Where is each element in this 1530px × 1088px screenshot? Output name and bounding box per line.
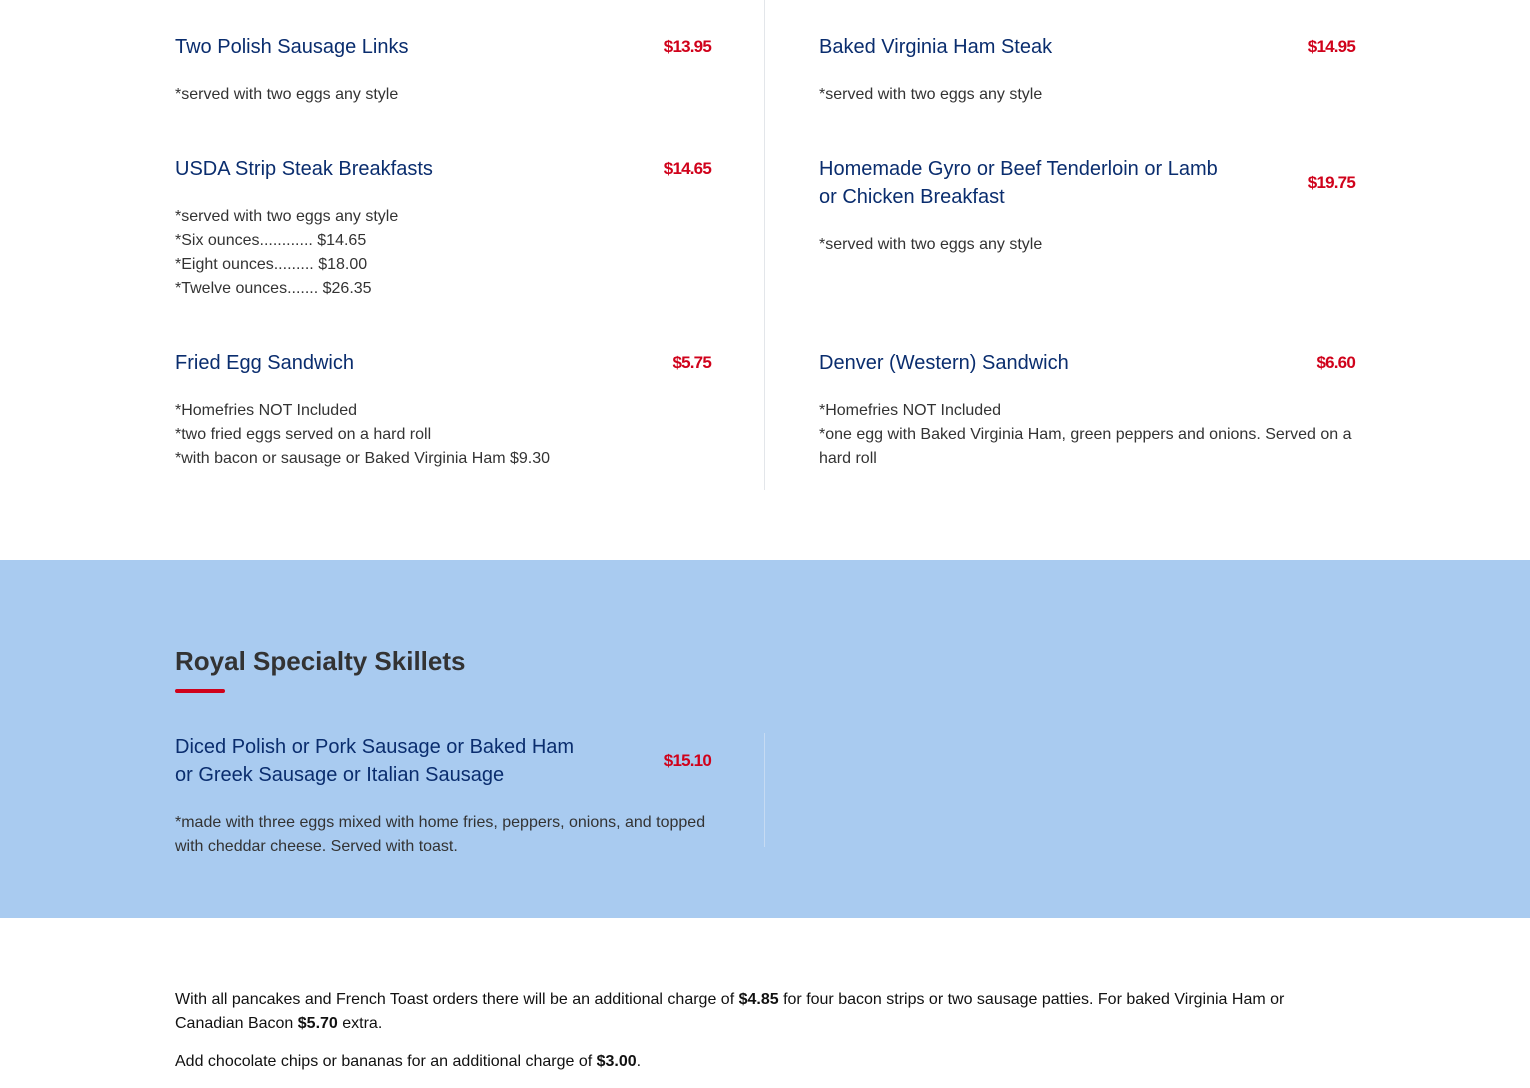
note-text: Add chocolate chips or bananas for an additional charge of — [175, 1053, 597, 1070]
column-divider — [764, 733, 765, 847]
menu-item-name: Baked Virginia Ham Steak — [819, 36, 1053, 58]
menu-item-note: *Twelve ounces....... $26.35 — [175, 280, 372, 297]
menu-item-note: *with bacon or sausage or Baked Virginia Ham $9.30 — [175, 450, 551, 467]
menu-item-name: Denver (Western) Sandwich — [819, 352, 1069, 374]
menu-item-note: *Six ounces............ $14.65 — [175, 232, 367, 249]
menu-item-note: *served with two eggs any style — [819, 236, 1043, 253]
menu-item-name: Homemade Gyro or Beef Tenderloin or Lamb or Chicken Breakfast — [819, 158, 1218, 208]
menu-item-name: USDA Strip Steak Breakfasts — [175, 158, 433, 180]
menu-item-note: *one egg with Baked Virginia Ham, green peppers and onions. Served on a hard roll — [819, 426, 1352, 467]
menu-item — [175, 733, 711, 859]
menu-item-note: *served with two eggs any style — [175, 208, 399, 225]
menu-item-note: *made with three eggs mixed with home fries, peppers, onions, and topped with cheddar cheese. Served with toast. — [175, 814, 706, 855]
menu-item-name: Fried Egg Sandwich — [175, 352, 354, 374]
note-text: for four bacon strips or two sausage patties. For baked Virginia Ham or Canadian Bacon — [175, 991, 1285, 1032]
chocolate-extras-note — [175, 1050, 1355, 1074]
menu-item-price: $19.75 — [1307, 173, 1355, 192]
extras-notes — [175, 988, 1355, 1088]
menu-item — [175, 349, 711, 471]
title-underline — [175, 689, 225, 693]
menu-item — [819, 33, 1355, 107]
column-divider — [764, 0, 765, 490]
menu-item — [175, 33, 711, 107]
menu-item — [175, 155, 711, 301]
menu-item-note: *Eight ounces......... $18.00 — [175, 256, 368, 273]
menu-item-note: *served with two eggs any style — [819, 86, 1043, 103]
menu-item-name: Two Polish Sausage Links — [175, 36, 409, 58]
note-text: extra. — [337, 1015, 383, 1032]
section-title: Royal Specialty Skillets — [175, 646, 466, 676]
breakfast-menu-grid — [175, 0, 1355, 490]
menu-item — [819, 349, 1355, 471]
menu-item-price: $5.75 — [672, 353, 711, 372]
menu-item-price: $13.95 — [663, 37, 711, 56]
note-text: . — [636, 1053, 642, 1070]
pancake-extras-note — [175, 988, 1355, 1036]
menu-item-note: *served with two eggs any style — [175, 86, 399, 103]
menu-item-note: *Homefries NOT Included — [175, 402, 357, 419]
note-text: With all pancakes and French Toast orders there will be an additional charge of — [175, 991, 739, 1008]
menu-item-note: *two fried eggs served on a hard roll — [175, 426, 432, 443]
note-price: $3.00 — [596, 1053, 637, 1070]
menu-item-price: $6.60 — [1316, 353, 1355, 372]
menu-item-note: *Homefries NOT Included — [819, 402, 1001, 419]
note-price: $5.70 — [297, 1015, 338, 1032]
menu-item — [819, 155, 1355, 257]
menu-item-name: Diced Polish or Pork Sausage or Baked Ham or Greek Sausage or Italian Sausage — [175, 736, 575, 786]
skillets-section — [0, 560, 1530, 918]
note-price: $4.85 — [738, 991, 779, 1008]
menu-item-price: $14.95 — [1307, 37, 1355, 56]
menu-item-price: $15.10 — [663, 751, 711, 770]
menu-item-price: $14.65 — [663, 159, 711, 178]
